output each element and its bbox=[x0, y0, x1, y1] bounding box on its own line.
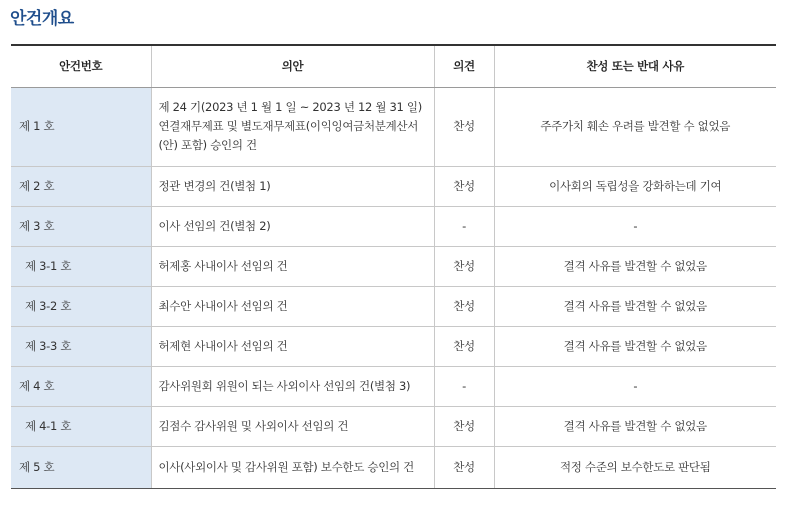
agenda-table bbox=[11, 44, 776, 489]
table-row bbox=[11, 406, 776, 446]
reason: 주주가치 훼손 우려를 발견할 수 없었음 bbox=[494, 87, 776, 166]
reason: 결격 사유를 발견할 수 없었음 bbox=[494, 406, 776, 446]
agenda-item: 제 24 기(2023 년 1 월 1 일 ~ 2023 년 12 월 31 일) 연결재무제표 및 별도재무제표(이익잉여금처분계산서(안) 포함) 승인의 건 bbox=[151, 87, 434, 166]
reason: 이사회의 독립성을 강화하는데 기여 bbox=[494, 166, 776, 206]
opinion: 찬성 bbox=[434, 166, 494, 206]
opinion: 찬성 bbox=[434, 87, 494, 166]
reason: - bbox=[494, 366, 776, 406]
reason: - bbox=[494, 206, 776, 246]
reason: 결격 사유를 발견할 수 없었음 bbox=[494, 246, 776, 286]
opinion: - bbox=[434, 206, 494, 246]
header-agenda-item: 의안 bbox=[151, 45, 434, 87]
agenda-number: 제 5 호 bbox=[11, 446, 151, 488]
table-row bbox=[11, 206, 776, 246]
opinion: 찬성 bbox=[434, 406, 494, 446]
agenda-number: 제 3-1 호 bbox=[11, 246, 151, 286]
agenda-item: 최수안 사내이사 선임의 건 bbox=[151, 286, 434, 326]
agenda-item: 이사 선임의 건(별첨 2) bbox=[151, 206, 434, 246]
agenda-item: 정관 변경의 건(별첨 1) bbox=[151, 166, 434, 206]
agenda-number: 제 1 호 bbox=[11, 87, 151, 166]
agenda-item: 감사위원회 위원이 되는 사외이사 선임의 건(별첨 3) bbox=[151, 366, 434, 406]
reason: 적정 수준의 보수한도로 판단됨 bbox=[494, 446, 776, 488]
table-header-row bbox=[11, 45, 776, 87]
reason: 결격 사유를 발견할 수 없었음 bbox=[494, 286, 776, 326]
table-row bbox=[11, 286, 776, 326]
opinion: - bbox=[434, 366, 494, 406]
agenda-number: 제 2 호 bbox=[11, 166, 151, 206]
table-row bbox=[11, 166, 776, 206]
agenda-item: 이사(사외이사 및 감사위원 포함) 보수한도 승인의 건 bbox=[151, 446, 434, 488]
agenda-number: 제 3-3 호 bbox=[11, 326, 151, 366]
opinion: 찬성 bbox=[434, 326, 494, 366]
table-row bbox=[11, 246, 776, 286]
agenda-item: 허제홍 사내이사 선임의 건 bbox=[151, 246, 434, 286]
header-agenda-number: 안건번호 bbox=[11, 45, 151, 87]
opinion: 찬성 bbox=[434, 286, 494, 326]
table-row bbox=[11, 87, 776, 166]
header-opinion: 의견 bbox=[434, 45, 494, 87]
header-reason: 찬성 또는 반대 사유 bbox=[494, 45, 776, 87]
agenda-number: 제 3-2 호 bbox=[11, 286, 151, 326]
agenda-number: 제 4 호 bbox=[11, 366, 151, 406]
agenda-number: 제 4-1 호 bbox=[11, 406, 151, 446]
agenda-item: 김점수 감사위원 및 사외이사 선임의 건 bbox=[151, 406, 434, 446]
agenda-number: 제 3 호 bbox=[11, 206, 151, 246]
opinion: 찬성 bbox=[434, 446, 494, 488]
table-row bbox=[11, 366, 776, 406]
agenda-item: 허제현 사내이사 선임의 건 bbox=[151, 326, 434, 366]
table-row bbox=[11, 446, 776, 488]
reason: 결격 사유를 발견할 수 없었음 bbox=[494, 326, 776, 366]
table-row bbox=[11, 326, 776, 366]
page-title: 안건개요 bbox=[10, 9, 74, 29]
opinion: 찬성 bbox=[434, 246, 494, 286]
